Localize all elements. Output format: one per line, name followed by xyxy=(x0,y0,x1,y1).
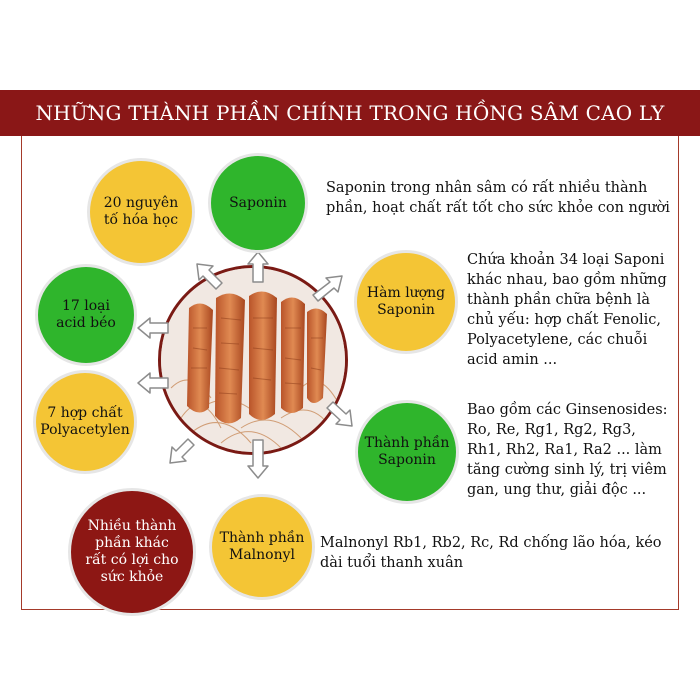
desc-ham-luong: Chứa khoản 34 loại Saponi khác nhau, bao gồm những thành phần chữa bệnh là chủ yếu: hợp chất Fenolic, Polyacetylene, các chuỗi acid amin ... xyxy=(467,252,667,368)
bubble-nhieu-thanh-phan: Nhiều thành phần khác rất có lợi cho sức khỏe xyxy=(68,488,196,616)
arrow-icon xyxy=(327,402,352,426)
desc-thanh-phan-saponin: Bao gồm các Ginsenosides: Ro, Re, Rg1, Rg2, Rg3, Rh1, Rh2, Ra1, Ra2 ... làm tăng cường sinh lý, trị viêm gan, ung thư, giải độc ... xyxy=(467,402,668,498)
arrow-icon xyxy=(313,276,342,301)
arrow-icon xyxy=(170,439,194,463)
arrow-icon xyxy=(248,440,268,478)
arrow-icon xyxy=(197,264,222,289)
bubble-saponin: Saponin xyxy=(208,153,308,253)
arrow-icon xyxy=(248,252,268,282)
bubble-ham-luong: Hàm lượng Saponin xyxy=(354,250,458,354)
page-title: NHỮNG THÀNH PHẦN CHÍNH TRONG HỒNG SÂM CAO LY xyxy=(35,101,665,125)
bubble-acid-beo: 17 loại acid béo xyxy=(35,264,137,366)
arrow-icon xyxy=(138,318,168,338)
desc-malnonyl: Malnonyl Rb1, Rb2, Rc, Rd chống lão hóa, kéo dài tuổi thanh xuân xyxy=(320,535,662,571)
bubble-malnonyl: Thành phần Malnonyl xyxy=(209,494,315,600)
bubble-nguyen-to: 20 nguyên tố hóa học xyxy=(87,158,195,266)
bubble-polyacetylen: 7 hợp chất Polyacetylen xyxy=(33,370,137,474)
bubble-thanh-phan-saponin: Thành phần Saponin xyxy=(355,400,459,504)
arrow-icon xyxy=(138,373,168,393)
desc-saponin: Saponin trong nhân sâm có rất nhiều thành phần, hoạt chất rất tốt cho sức khỏe con người xyxy=(326,180,670,216)
